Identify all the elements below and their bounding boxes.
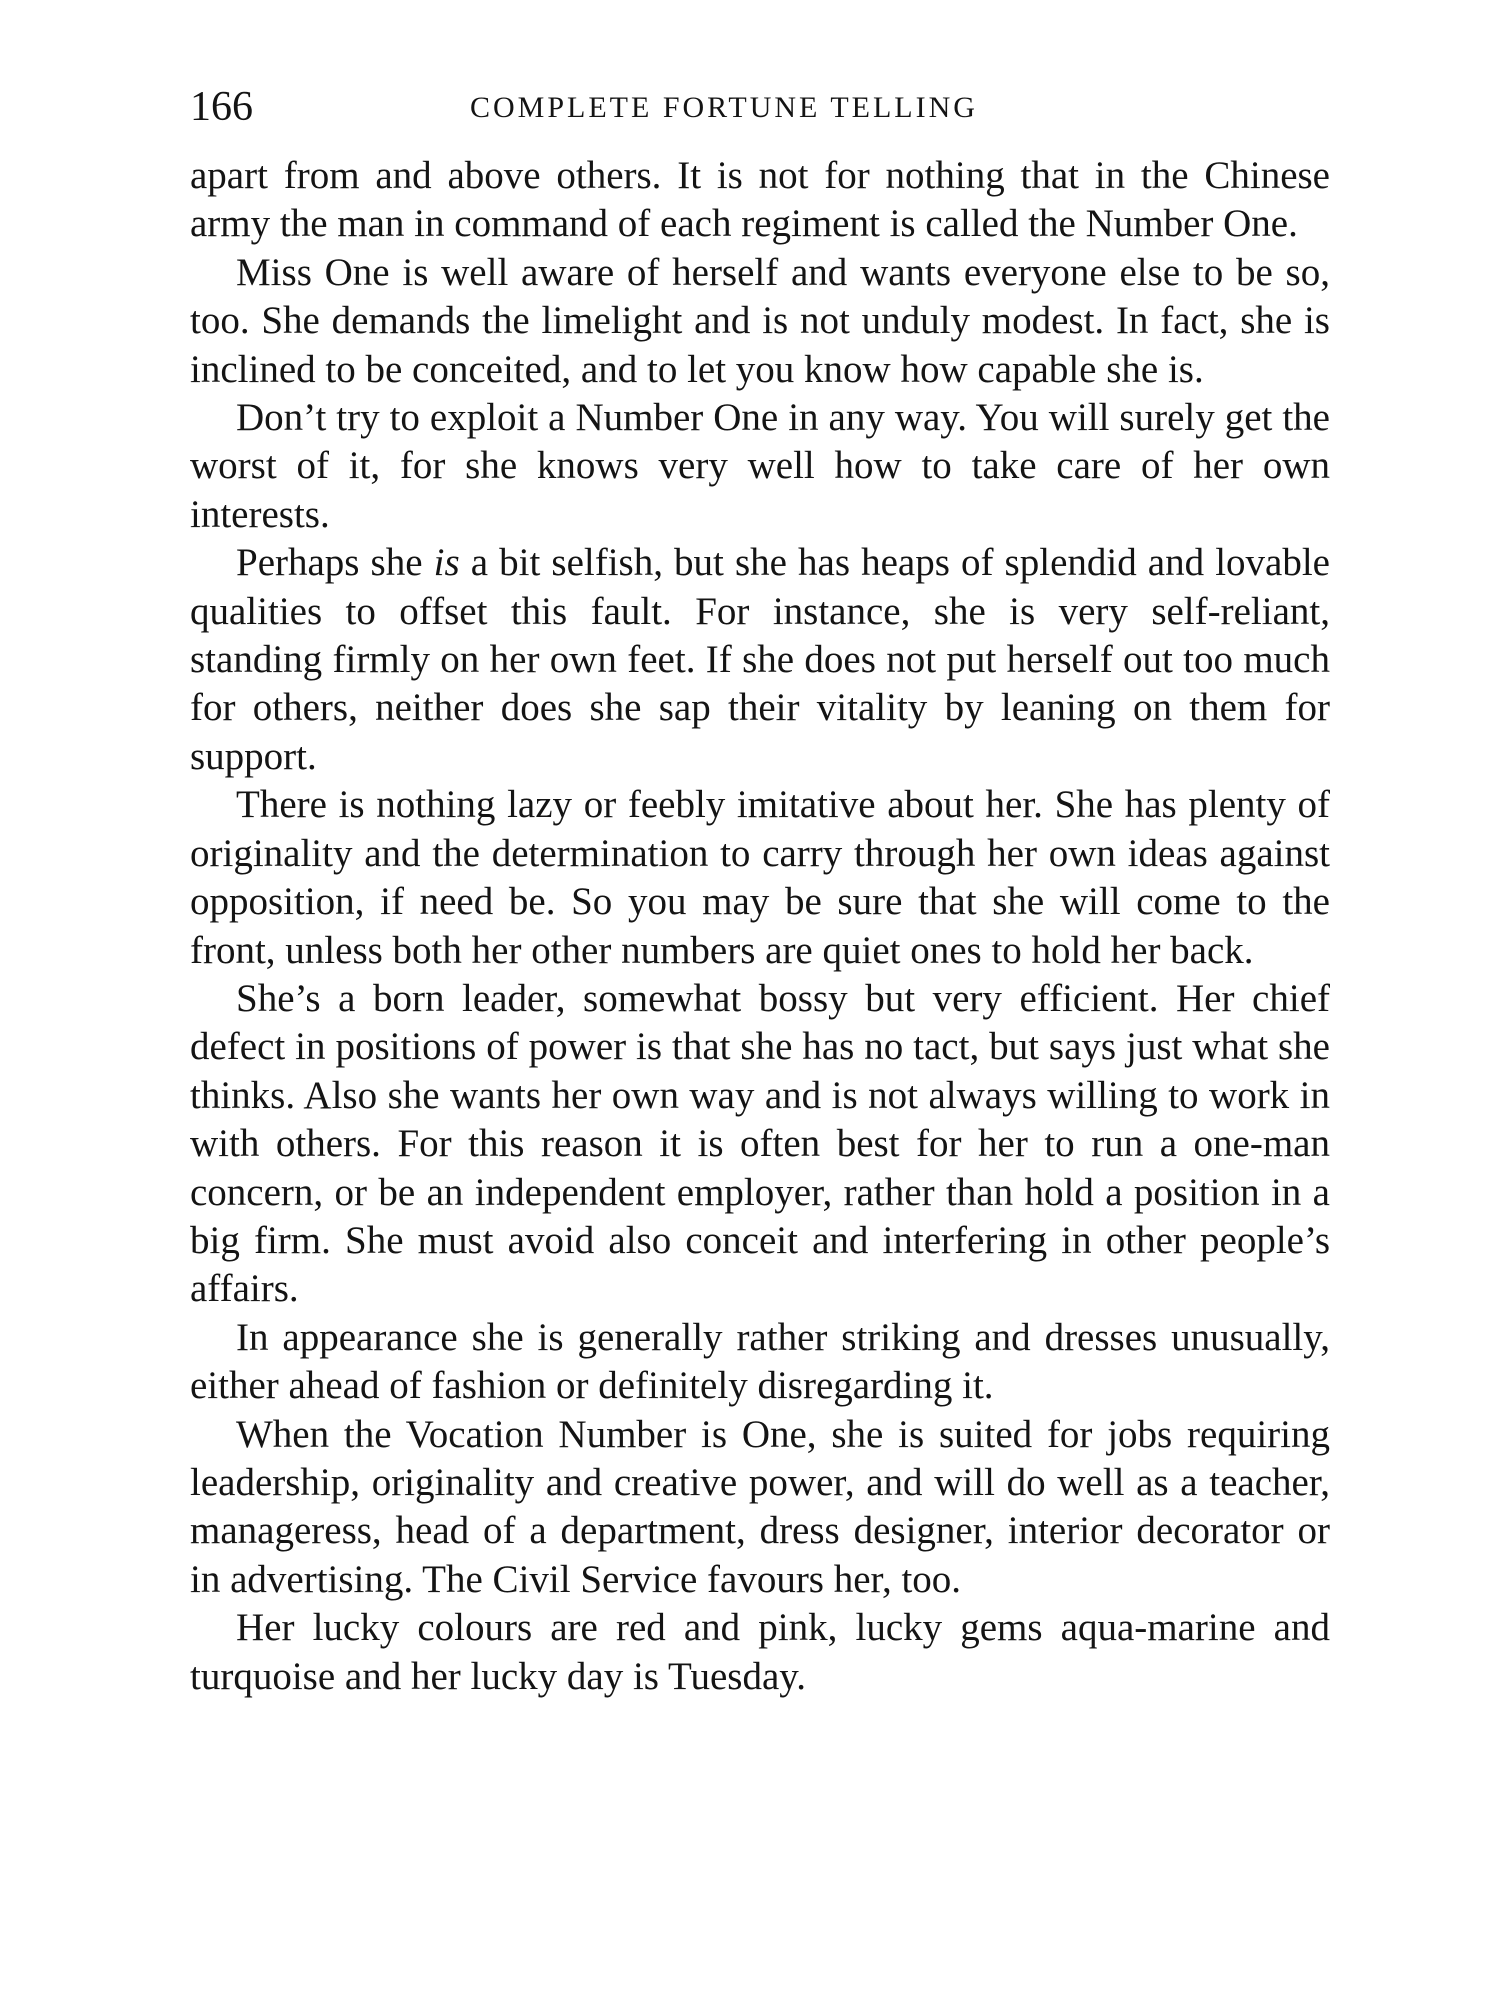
paragraph xyxy=(190,539,1330,781)
body-text xyxy=(190,152,1330,1701)
paragraph: Her lucky colours are red and pink, lucky gems aqua-marine and turquoise and her lucky day is Tuesday. xyxy=(190,1606,1330,1698)
paragraph: There is nothing lazy or feebly imitative about her. She has plenty of originality and the determination to carry through her own ideas against opposition, if need be. So you may be sure that she will come to the front, unless both her other numbers are quiet ones to hold her back. xyxy=(190,783,1330,972)
paragraph-text: Perhaps she xyxy=(236,541,434,585)
running-title: COMPLETE FORTUNE TELLING xyxy=(470,91,978,124)
paragraph: Miss One is well aware of herself and wants everyone else to be so, too. She demands the limelight and is not unduly modest. In fact, she is inclined to be conceited, and to let you know how capable she is. xyxy=(190,250,1330,391)
paragraph: In appearance she is generally rather striking and dresses unusually, either ahead of fashion or definitely disregarding it. xyxy=(190,1315,1330,1408)
paragraph-text: a bit selfish, but she has heaps of splendid and lovable qualities to offset this fault. For instance, she is very self-reliant, standing firmly on her own feet. If she does not put herself out too much for others, neither does she sap their vitality by leaning on them for support. xyxy=(190,541,1330,778)
paragraph: She’s a born leader, somewhat bossy but very efficient. Her chief defect in positions of power is that she has no tact, but says just what she thinks. Also she wants her own way and is not always willing to work in with others. For this reason it is often best for her to run a one-man concern, or be an independent employer, rather than hold a position in a big firm. She must avoid also conceit and interfering in other people’s affairs. xyxy=(190,976,1330,1311)
paragraph-continuation: apart from and above others. It is not for nothing that in the Chinese army the man in command of each regiment is called the Number One. xyxy=(190,154,1330,246)
page-number: 166 xyxy=(190,84,253,130)
emphasis-text: is xyxy=(433,541,460,585)
paragraph: Don’t try to exploit a Number One in any way. You will surely get the worst of it, for she knows very well how to take care of her own interests. xyxy=(190,396,1330,536)
running-head xyxy=(190,82,1330,132)
paragraph: When the Vocation Number is One, she is suited for jobs requiring leadership, originality and creative power, and will do well as a teacher, manageress, head of a department, dress designer, interior decorator or in advertising. The Civil Service favours her, too. xyxy=(190,1412,1330,1601)
